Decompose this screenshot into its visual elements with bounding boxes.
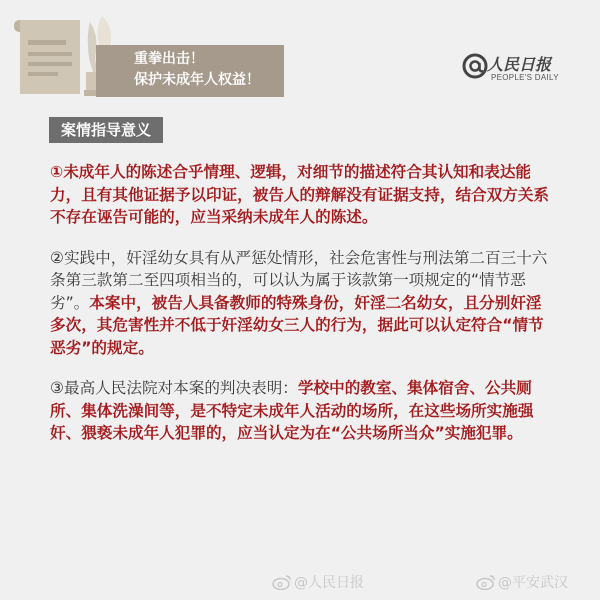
logo-name-en: PEOPLE'S DAILY xyxy=(491,73,559,82)
paragraph-1 xyxy=(50,161,550,229)
paragraph-number: ① xyxy=(50,163,64,181)
header-title-line-1: 重拳出击！ xyxy=(134,51,204,67)
paragraph-3 xyxy=(50,377,550,445)
weibo-icon xyxy=(476,574,496,590)
header-title-band xyxy=(96,45,284,97)
header-title-line-2: 保护未成年人权益！ xyxy=(134,72,260,88)
normal-text: 最高人民法院对本案的判决表明： xyxy=(63,379,298,397)
article-body xyxy=(50,161,550,463)
peoples-daily-logo xyxy=(461,52,581,86)
normal-text: 实践中，奸淫幼女具有从严惩处情形，社会危害性与刑法第二百三十六条第三款第二至四项相当的，可以认为属于该款第一项规定的“情节恶劣”。 xyxy=(50,248,548,312)
watermark-peoples-daily xyxy=(272,572,364,592)
watermark-text: @人民日报 xyxy=(294,575,364,591)
paragraph-number: ③ xyxy=(50,379,64,397)
footer-watermarks xyxy=(0,560,600,600)
emphasis-text: 本案中，被告人具备教师的特殊身份，奸淫二名幼女，且分别奸淫多次，其危害性并不低于奸淫幼女三人的行为，据此可以认定符合“情节恶劣”的规定。 xyxy=(50,293,544,357)
at-icon xyxy=(461,52,489,80)
watermark-text: @平安武汉 xyxy=(498,575,568,591)
section-title: 案情指导意义 xyxy=(49,117,163,143)
paragraph-number: ② xyxy=(50,248,64,267)
emphasis-text: 学校中的教室、集体宿舍、公共厕所、集体洗澡间等，是不特定未成年人活动的场所，在这些场所实施强奸、猥亵未成年人犯罪的，应当认定为在“公共场所当众”实施犯罪。 xyxy=(50,379,534,442)
header xyxy=(0,0,600,104)
logo-name-cn: 人民日报 xyxy=(487,55,552,74)
paragraph-2 xyxy=(50,247,550,360)
emphasis-text: 未成年人的陈述合乎情理、逻辑，对细节的描述符合其认知和表达能力，且有其他证据予以印证，被告人的辩解没有证据支持，结合双方关系不存在诬告可能的，应当采纳未成年人的陈述。 xyxy=(50,163,550,226)
watermark-pingan-wuhan xyxy=(476,572,568,592)
weibo-icon xyxy=(272,574,292,590)
